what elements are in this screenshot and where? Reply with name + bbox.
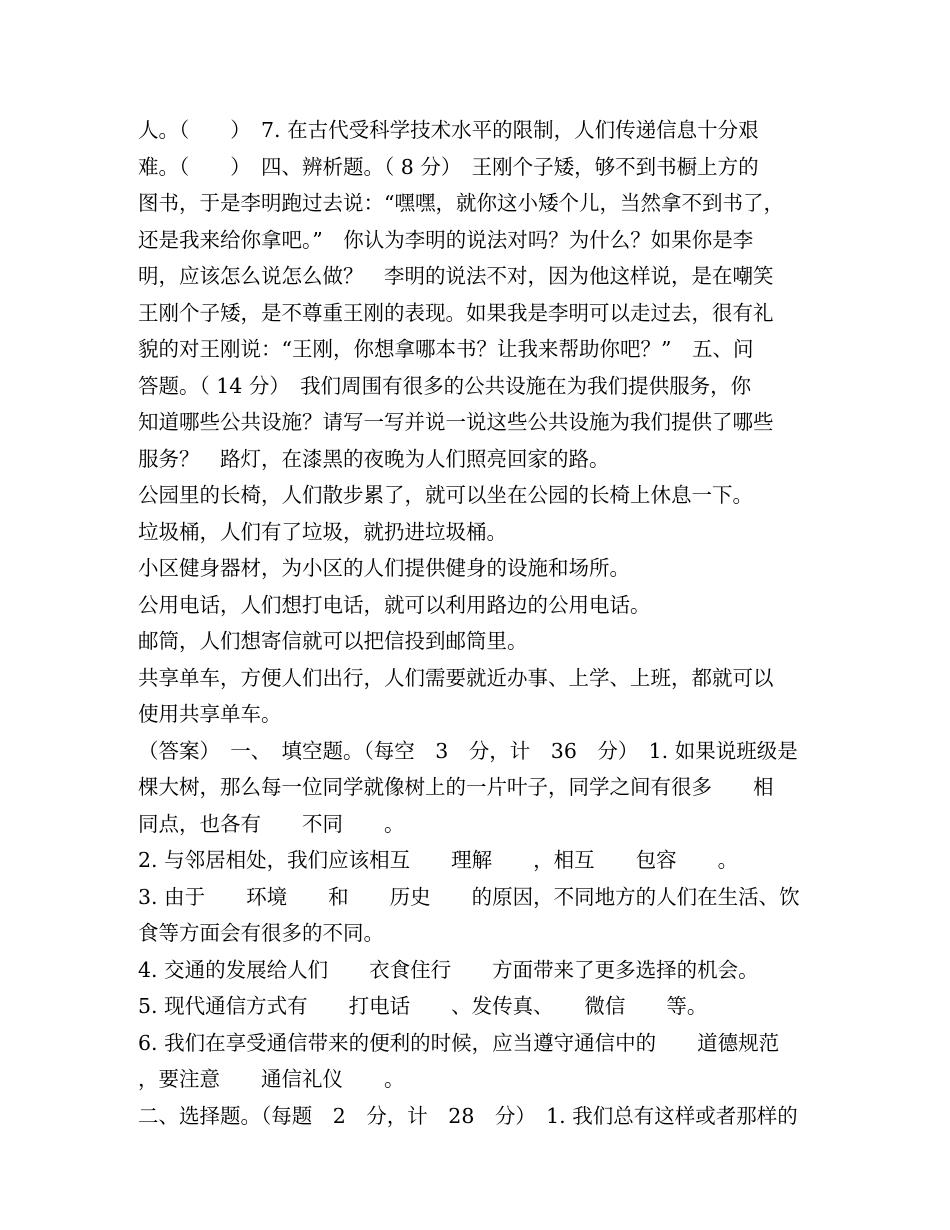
text-line: 二、选择题。（每题 2 分，计 28 分） 1. 我们总有这样或者那样的	[138, 1103, 798, 1128]
text-line: 知道哪些公共设施？请写一写并说一说这些公共设施为我们提供了哪些	[138, 410, 774, 434]
text-line: 邮筒，人们想寄信就可以把信投到邮筒里。	[138, 629, 528, 653]
text-line: 4. 交通的发展给人们 衣食住行 方面带来了更多选择的机会。	[138, 957, 759, 982]
text-line: 5. 现代通信方式有 打电话 、发传真、 微信 等。	[138, 994, 708, 1018]
text-line: 貌的对王刚说：“王刚，你想拿哪本书？让我来帮助你吧？” 五、问	[138, 337, 754, 361]
text-line: 食等方面会有很多的不同。	[138, 921, 384, 945]
text-line: 棵大树，那么每一位同学就像树上的一片叶子，同学之间有很多 相	[138, 775, 774, 799]
text-line: 3. 由于 环境 和 历史 的原因，不同地方的人们在生活、饮	[138, 884, 800, 909]
text-line: 2. 与邻居相处，我们应该相互 理解 ，相互 包容 。	[138, 848, 739, 872]
text-line: （答案） 一、 填空题。（每空 3 分，计 36 分） 1. 如果说班级是	[138, 738, 798, 763]
text-line: 同点，也各有 不同 。	[138, 811, 405, 836]
text-line: 共享单车，方便人们出行，人们需要就近办事、上学、上班，都就可以	[138, 665, 774, 690]
text-line: 图书，于是李明跑过去说：“嘿嘿，就你这小矮个儿，当然拿不到书了，	[138, 191, 784, 215]
text-line: 垃圾桶，人们有了垃圾，就扔进垃圾桶。	[138, 519, 507, 544]
text-line: 公用电话，人们想打电话，就可以利用路边的公用电话。	[138, 592, 651, 617]
text-line: 6. 我们在享受通信带来的便利的时候，应当遵守通信中的 道德规范	[138, 1030, 780, 1055]
text-line: 小区健身器材，为小区的人们提供健身的设施和场所。	[138, 556, 630, 580]
text-line: 明，应该怎么说怎么做？ 李明的说法不对，因为他这样说，是在嘲笑	[138, 264, 774, 288]
text-line: 答题。（ 14 分） 我们周围有很多的公共设施在为我们提供服务，你	[138, 373, 752, 398]
document-body	[138, 112, 818, 1134]
text-line: 服务？ 路灯，在漆黑的夜晚为人们照亮回家的路。	[138, 446, 610, 471]
text-line: 还是我来给你拿吧。” 你认为李明的说法对吗？为什么？如果你是李	[138, 227, 754, 252]
text-line: ，要注意 通信礼仪 。	[138, 1067, 405, 1091]
text-line: 难。（ ） 四、辨析题。（ 8 分） 王刚个子矮，够不到书橱上方的	[138, 154, 759, 179]
text-line: 王刚个子矮，是不尊重王刚的表现。如果我是李明可以走过去，很有礼	[138, 300, 774, 325]
text-line: 人。（ ） 7. 在古代受科学技术水平的限制，人们传递信息十分艰	[138, 118, 759, 142]
text-line: 公园里的长椅，人们散步累了，就可以坐在公园的长椅上休息一下。	[138, 483, 753, 507]
text-line: 使用共享单车。	[138, 702, 282, 726]
